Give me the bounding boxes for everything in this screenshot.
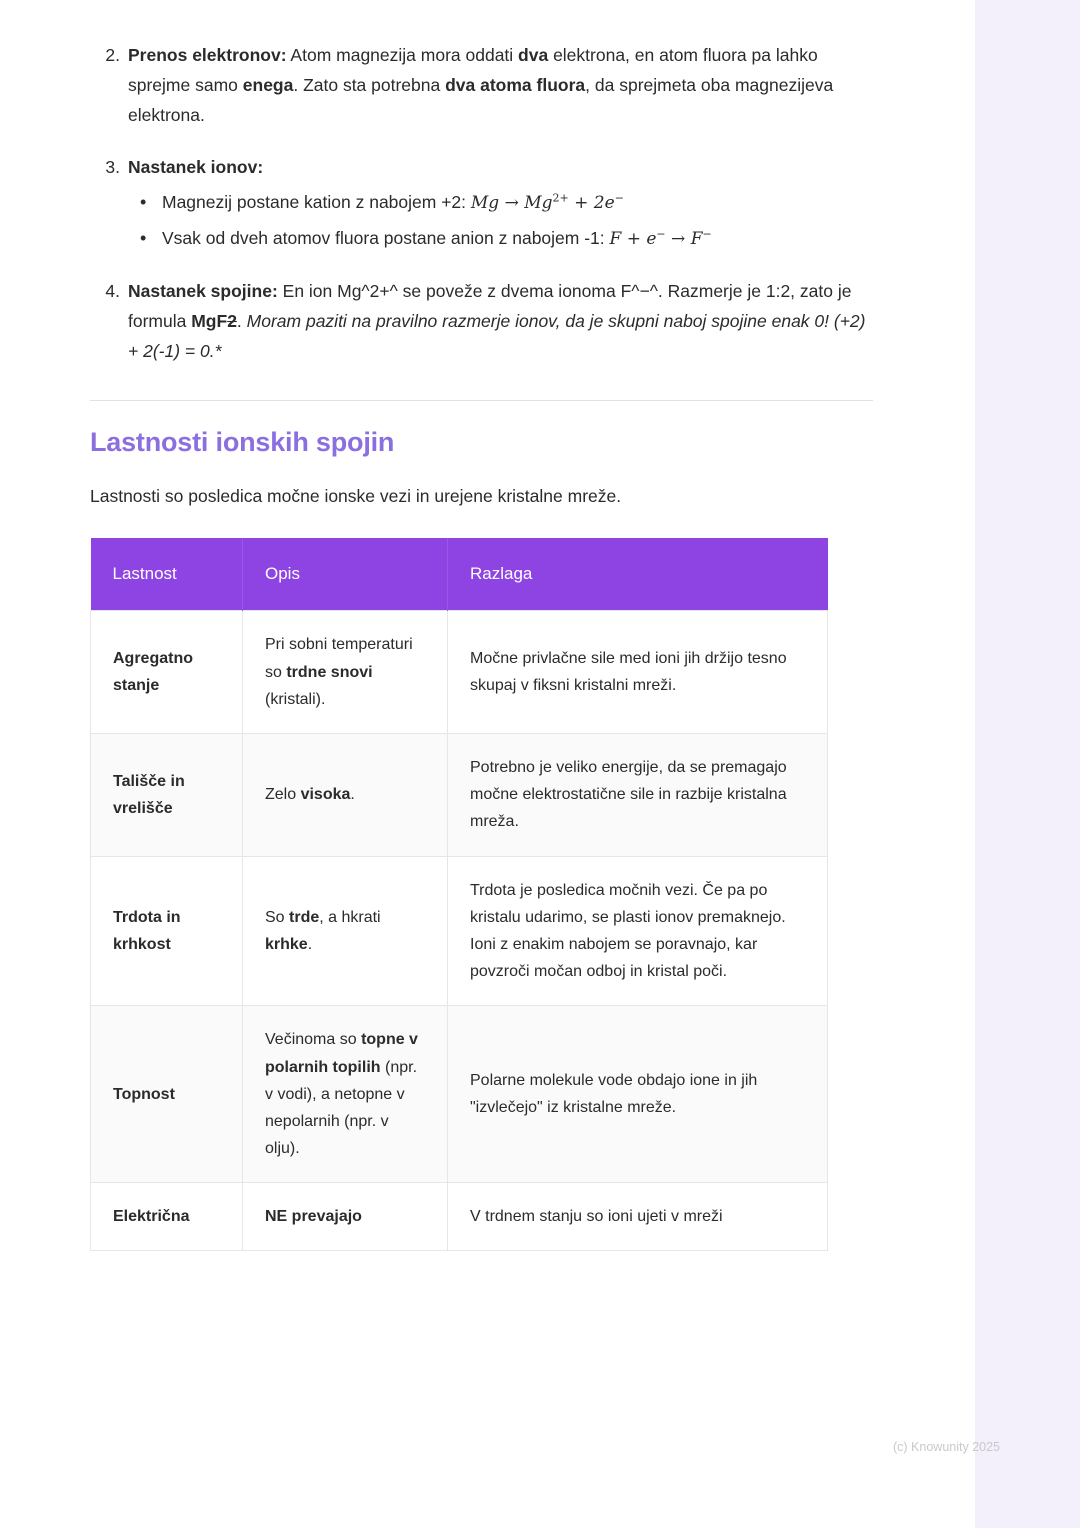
compound-formula xyxy=(191,311,237,331)
cell-description-part-b: visoka xyxy=(300,786,351,804)
bullet-magnesium-equation: $Mg \to Mg^{2+} + 2e^-$ xyxy=(470,191,624,214)
cell-description-part-b: NE prevajajo xyxy=(265,1208,362,1226)
cell-explanation: Polarne molekule vode obdajo ione in jih "izvlečejo" iz kristalne mreže. xyxy=(448,1006,828,1183)
cell-description-part-b: trde xyxy=(289,908,320,926)
list-item-2-text-c: . Zato sta potrebna xyxy=(293,75,446,96)
properties-table xyxy=(90,538,828,1251)
column-header-lastnost: Lastnost xyxy=(91,538,243,611)
table-row xyxy=(91,734,828,857)
column-header-opis: Opis xyxy=(243,538,448,611)
table-row xyxy=(91,1006,828,1183)
bullet-magnesium-cation xyxy=(162,188,873,218)
list-item-4-italic-note: Moram paziti na pravilno razmerje ionov, da je skupni naboj spojine enak 0! (+2) + 2(-1) = 0.* xyxy=(128,311,866,362)
cell-description xyxy=(243,1183,448,1251)
page-title: Lastnosti ionskih spojin xyxy=(90,427,395,458)
page-right-margin xyxy=(963,0,975,1528)
section-lead-text: Lastnosti so posledica močne ionske vezi in urejene kristalne mreže. xyxy=(90,486,622,507)
page-side-panel xyxy=(975,0,1080,1528)
table-row xyxy=(91,856,828,1006)
cell-property: Trdota in krhkost xyxy=(91,856,243,1006)
compound-formula-base: MgF xyxy=(191,311,228,332)
numbered-list xyxy=(90,40,873,366)
column-header-razlaga: Razlaga xyxy=(448,538,828,611)
table-row xyxy=(91,611,828,734)
list-item-3-number: 3. xyxy=(105,157,120,178)
list-item-2 xyxy=(105,40,873,130)
cell-description-part-d: krhke xyxy=(265,935,308,953)
cell-description-part-e: . xyxy=(307,935,313,953)
cell-description xyxy=(243,611,448,734)
cell-explanation: Močne privlačne sile med ioni jih držijo tesno skupaj v fiksni kristalni mreži. xyxy=(448,611,828,734)
section-divider xyxy=(90,400,873,401)
watermark: (c) Knowunity 2025 xyxy=(893,1440,1001,1454)
cell-property: Tališče in vrelišče xyxy=(91,734,243,857)
cell-description-part-b: trdne snovi xyxy=(286,663,373,681)
compound-formula-subscript: 2 xyxy=(227,311,237,332)
cell-description-part-c: (kristali). xyxy=(265,690,326,708)
list-item-3-title: Nastanek ionov: xyxy=(128,157,264,178)
table-header xyxy=(91,538,828,611)
list-item-4-text-a: En ion Mg^2+^ se poveže z dvema ionoma F^−^. Razmerje je 1:2, zato je formula xyxy=(128,281,852,332)
cell-explanation: V trdnem stanju so ioni ujeti v mreži xyxy=(448,1183,828,1251)
list-item-2-bold-dva: dva xyxy=(518,45,549,65)
cell-description-part-a: Večinoma so xyxy=(265,1031,362,1049)
cell-property: Električna xyxy=(91,1183,243,1251)
cell-description-part-c: . xyxy=(350,786,355,804)
cell-description-part-a: Zelo xyxy=(265,786,301,804)
list-item-2-text-b: elektrona, en atom fluora pa lahko sprejme samo xyxy=(128,45,818,96)
bullet-magnesium-text: Magnezij postane kation z nabojem +2: xyxy=(162,192,471,213)
cell-property: Topnost xyxy=(91,1006,243,1183)
cell-description-part-a: Pri sobni temperaturi so xyxy=(265,636,413,681)
list-item-4 xyxy=(105,276,873,366)
list-item-4-title: Nastanek spojine: xyxy=(128,281,278,302)
list-item-2-bold-enega: enega xyxy=(242,75,294,96)
list-item-2-bold-dva-atoma: dva atoma fluora xyxy=(445,75,586,96)
cell-description-part-c: , a hkrati xyxy=(319,908,381,926)
list-item-4-text-b: . xyxy=(236,311,247,332)
list-item-2-text-a: Atom magnezija mora oddati xyxy=(286,45,519,65)
cell-description xyxy=(243,856,448,1006)
cell-description-part-c: (npr. v vodi), a netopne v nepolarnih (npr. v olju). xyxy=(265,1058,418,1158)
list-item-3 xyxy=(105,152,873,254)
cell-property: Agregatno stanje xyxy=(91,611,243,734)
list-item-2-number: 2. xyxy=(105,45,120,65)
bullet-fluorine-text: Vsak od dveh atomov fluora postane anion z nabojem -1: xyxy=(162,228,610,249)
cell-explanation: Trdota je posledica močnih vezi. Če pa po kristalu udarimo, se plasti ionov premaknejo. Ioni z enakim nabojem se poravnajo, kar povzroči močan odboj in kristal poči. xyxy=(448,856,828,1006)
list-item-2-title: Prenos elektronov: xyxy=(128,45,287,65)
table-row xyxy=(91,1183,828,1251)
cell-description xyxy=(243,1006,448,1183)
ion-formation-bullets xyxy=(128,188,873,254)
cell-explanation: Potrebno je veliko energije, da se premagajo močne elektrostatične sile in razbije kristalna mreža. xyxy=(448,734,828,857)
bullet-fluorine-equation: F + e− → F− xyxy=(609,227,712,250)
cell-description-part-a: So xyxy=(265,908,290,926)
list-item-2-text-d: , da sprejmeta oba magnezijeva elektrona. xyxy=(128,75,834,126)
cell-description xyxy=(243,734,448,857)
bullet-fluorine-anion xyxy=(162,224,873,254)
cell-description-part-b: topne v polarnih topilih xyxy=(265,1031,418,1076)
table-body xyxy=(91,611,828,1251)
list-item-4-number: 4. xyxy=(105,281,120,302)
table-header-row xyxy=(91,538,828,611)
